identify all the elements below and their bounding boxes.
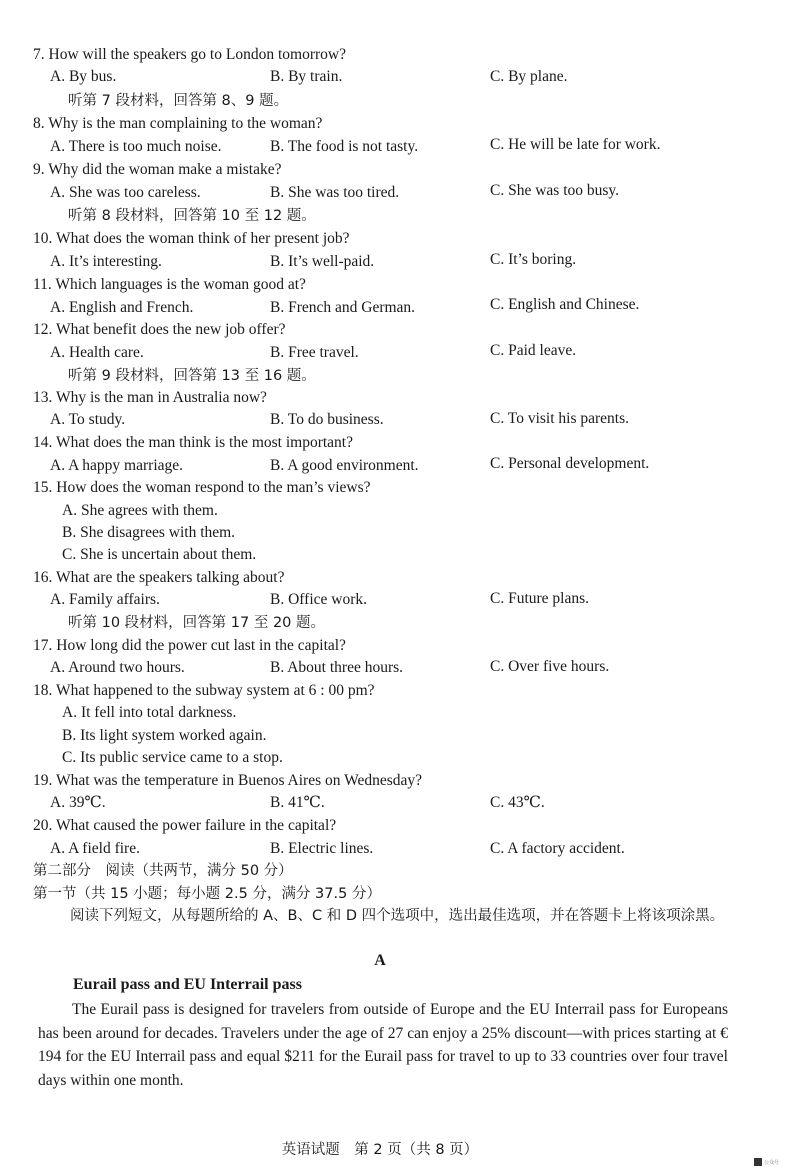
question-18: 18. What happened to the subway system at 6 : 00 pm? <box>33 682 375 699</box>
passage-title: Eurail pass and EU Interrail pass <box>73 976 302 993</box>
option-c: C. A factory accident. <box>490 840 625 857</box>
option-b: B. The food is not tasty. <box>270 138 419 155</box>
option-c: C. He will be late for work. <box>490 136 661 153</box>
option-c: C. 43℃. <box>490 794 545 811</box>
option-a: A. By bus. <box>50 68 117 85</box>
option-a: A. To study. <box>50 411 126 428</box>
option-c: C. To visit his parents. <box>490 410 629 427</box>
option-c: C. Its public service came to a stop. <box>62 749 283 766</box>
option-b: B. 41℃. <box>270 794 325 811</box>
option-a: A. A happy marriage. <box>50 457 184 474</box>
passage-letter: A <box>374 952 386 969</box>
option-b: B. Office work. <box>270 591 367 608</box>
option-b: B. Free travel. <box>270 344 359 361</box>
question-8: 8. Why is the man complaining to the woman? <box>33 115 323 132</box>
listening-instruction: 听第 10 段材料，回答第 17 至 20 题。 <box>68 615 326 631</box>
question-7: 7. How will the speakers go to London tomorrow? <box>33 46 346 63</box>
question-17: 17. How long did the power cut last in the capital? <box>33 637 346 654</box>
listening-instruction: 听第 9 段材料，回答第 13 至 16 题。 <box>68 368 316 384</box>
option-c: C. Future plans. <box>490 590 590 607</box>
option-a: A. It’s interesting. <box>50 253 162 270</box>
watermark-text: 公众号 <box>764 1159 780 1166</box>
option-a: A. There is too much noise. <box>50 138 222 155</box>
question-15: 15. How does the woman respond to the man’s views? <box>33 479 371 496</box>
watermark-icon <box>754 1158 762 1166</box>
option-a: A. A field fire. <box>50 840 140 857</box>
option-b: B. About three hours. <box>270 659 404 676</box>
option-c: C. By plane. <box>490 68 568 85</box>
question-14: 14. What does the man think is the most important? <box>33 434 353 451</box>
option-b: B. It’s well-paid. <box>270 253 375 270</box>
option-a: A. Health care. <box>50 344 144 361</box>
option-b: B. She was too tired. <box>270 184 400 201</box>
question-9: 9. Why did the woman make a mistake? <box>33 161 282 178</box>
question-16: 16. What are the speakers talking about? <box>33 569 285 586</box>
option-c: C. Paid leave. <box>490 342 577 359</box>
option-c: C. Over five hours. <box>490 658 610 675</box>
question-12: 12. What benefit does the new job offer? <box>33 321 286 338</box>
listening-instruction: 听第 7 段材料，回答第 8、9 题。 <box>68 93 289 109</box>
question-11: 11. Which languages is the woman good at? <box>33 276 306 293</box>
option-b: B. French and German. <box>270 299 416 316</box>
option-b: B. She disagrees with them. <box>62 524 236 541</box>
watermark-logo <box>754 1157 788 1167</box>
reading-instruction: 阅读下列短文，从每题所给的 A、B、C 和 D 四个选项中，选出最佳选项，并在答题卡上将该项涂黑。 <box>70 908 725 924</box>
option-a: A. She was too careless. <box>50 184 201 201</box>
option-c: C. Personal development. <box>490 455 650 472</box>
option-c: C. She is uncertain about them. <box>62 546 257 563</box>
option-a: A. 39℃. <box>50 794 106 811</box>
option-b: B. To do business. <box>270 411 384 428</box>
option-b: B. Electric lines. <box>270 840 374 857</box>
option-c: C. She was too busy. <box>490 182 620 199</box>
option-a: A. She agrees with them. <box>62 502 218 519</box>
section-one-heading: 第一节（共 15 小题；每小题 2.5 分，满分 37.5 分） <box>33 886 381 902</box>
question-19: 19. What was the temperature in Buenos Aires on Wednesday? <box>33 772 423 789</box>
option-c: C. It’s boring. <box>490 251 577 268</box>
option-a: A. It fell into total darkness. <box>62 704 237 721</box>
option-a: A. Around two hours. <box>50 659 185 676</box>
part-two-heading: 第二部分 阅读（共两节，满分 50 分） <box>33 863 293 879</box>
option-b: B. By train. <box>270 68 343 85</box>
option-c: C. English and Chinese. <box>490 296 640 313</box>
listening-instruction: 听第 8 段材料，回答第 10 至 12 题。 <box>68 208 316 224</box>
option-b: B. A good environment. <box>270 457 419 474</box>
question-10: 10. What does the woman think of her present job? <box>33 230 350 247</box>
question-13: 13. Why is the man in Australia now? <box>33 389 267 406</box>
option-b: B. Its light system worked again. <box>62 727 267 744</box>
question-20: 20. What caused the power failure in the capital? <box>33 817 337 834</box>
passage-paragraph: The Eurail pass is designed for travelers from outside of Europe and the EU Interrail pass for Europeans has been around for decades. Travelers under the age of 27 can enjoy a 25% discount—with prices starting at € 194 for the EU Interrail pass and equal $211 for the Eurail pass for travel to up to 33 countries over four travel days within one month. <box>38 1001 728 1089</box>
option-a: A. Family affairs. <box>50 591 160 608</box>
option-a: A. English and French. <box>50 299 194 316</box>
page-footer: 英语试题 第 2 页（共 8 页） <box>281 1142 479 1158</box>
